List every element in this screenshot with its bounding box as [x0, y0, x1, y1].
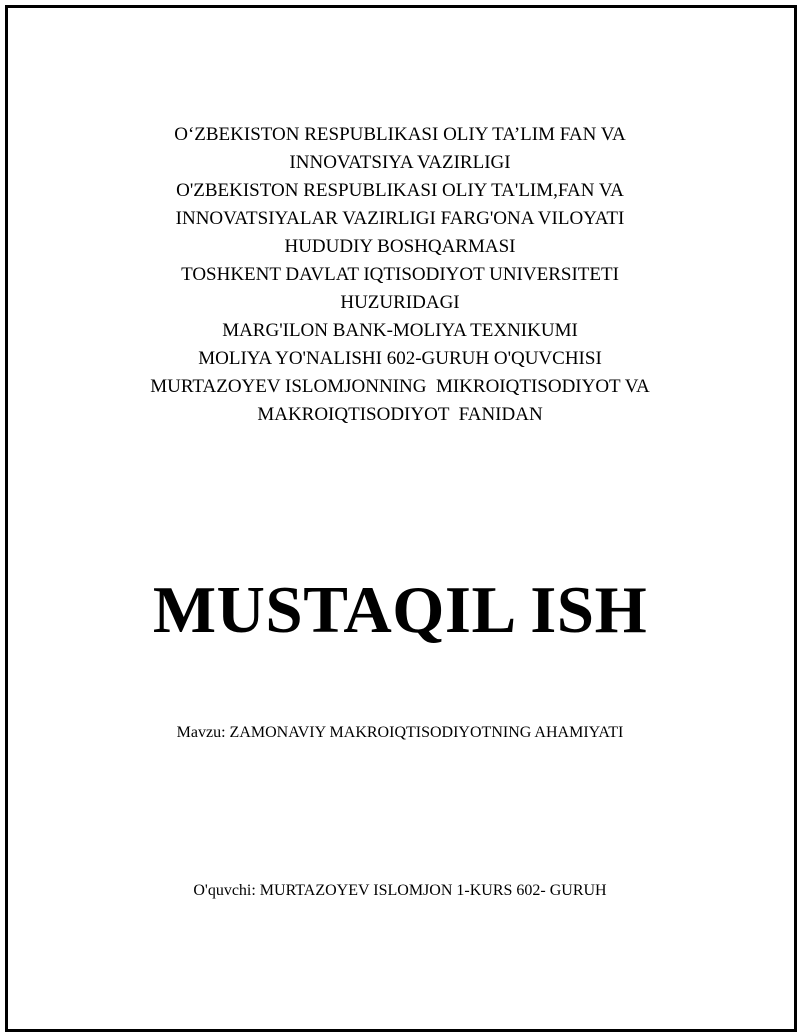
document-title: MUSTAQIL ISH — [152, 573, 648, 647]
header-line-subject-cont: MAKROIQTISODIYOT FANIDAN — [257, 404, 543, 425]
header-line-university-cont: HUZURIDAGI — [340, 292, 460, 313]
header-line-university: TOSHKENT DAVLAT IQTISODIYOT UNIVERSITETI — [181, 264, 619, 285]
topic-line: Mavzu: ZAMONAVIY MAKROIQTISODIYOTNING AHAMIYATI — [176, 724, 624, 741]
header-line-regional-ministry: O'ZBEKISTON RESPUBLIKASI OLIY TA'LIM,FAN VA — [176, 180, 624, 201]
institution-header — [60, 121, 740, 429]
header-line-college: MARG'ILON BANK-MOLIYA TEXNIKUMI — [222, 320, 578, 341]
student-line: O'quvchi: MURTAZOYEV ISLOMJON 1-KURS 602- GURUH — [193, 882, 607, 899]
header-line-ministry-cont: INNOVATSIYA VAZIRLIGI — [289, 152, 511, 173]
header-line-regional-office: HUDUDIY BOSHQARMASI — [284, 236, 516, 257]
header-line-ministry: O‘ZBEKISTON RESPUBLIKASI OLIY TA’LIM FAN VA — [174, 124, 626, 145]
header-line-department: MOLIYA YO'NALISHI 602-GURUH O'QUVCHISI — [198, 348, 602, 369]
header-line-author-subject: MURTAZOYEV ISLOMJONNING MIKROIQTISODIYOT VA — [150, 376, 650, 397]
header-line-regional-ministry-cont: INNOVATSIYALAR VAZIRLIGI FARG'ONA VILOYATI — [175, 208, 625, 229]
